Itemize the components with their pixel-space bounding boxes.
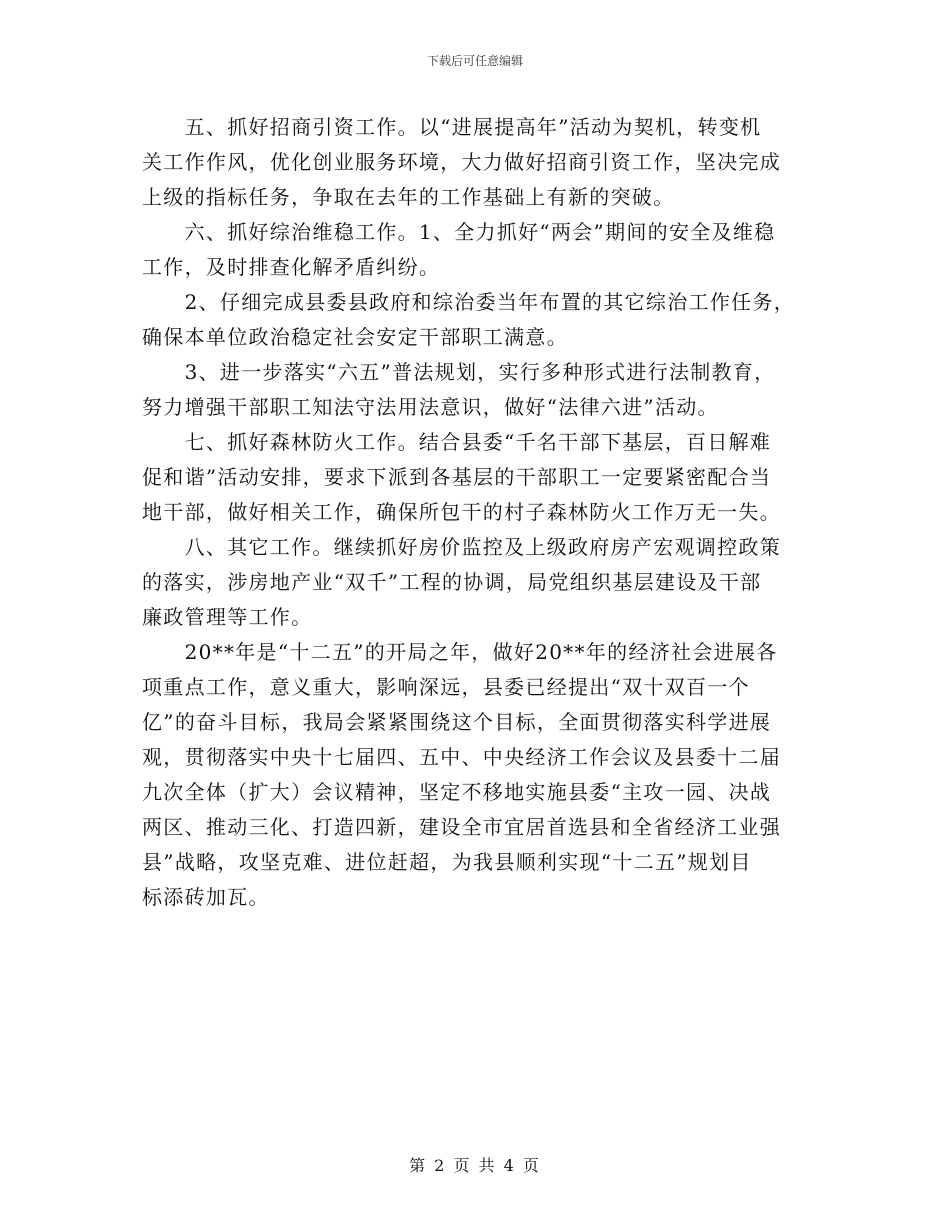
- text-line: 两区、推动三化、打造四新，建设全市宜居首选县和全省经济工业强: [142, 815, 781, 839]
- text-line: 的落实，涉房地产业“双千”工程的协调，局党组织基层建设及干部: [142, 570, 762, 594]
- text-line: 廉政管理等工作。: [142, 605, 313, 629]
- text-line: 项重点工作，意义重大，影响深远，县委已经提出“双十双百一个: [142, 675, 750, 699]
- text-line: 工作，及时排查化解矛盾纠纷。: [142, 255, 441, 279]
- text-line: 亿”的奋斗目标，我局会紧紧围绕这个目标，全面贯彻落实科学进展: [142, 710, 772, 734]
- text-line: 确保本单位政治稳定社会安定干部职工满意。: [142, 325, 568, 349]
- document-body: [142, 110, 810, 915]
- text-line: 上级的指标任务，争取在去年的工作基础上有新的突破。: [142, 185, 675, 209]
- text-line: 县”战略，攻坚克难、进位赶超，为我县顺利实现“十二五”规划目: [142, 850, 752, 874]
- text-line: 关工作作风，优化创业服务环境，大力做好招商引资工作，坚决完成: [142, 150, 781, 174]
- text-line: 五、抓好招商引资工作。以“进展提高年”活动为契机，转变机: [142, 115, 762, 139]
- text-line: 七、抓好森林防火工作。结合县委“千名干部下基层，百日解难: [142, 430, 772, 454]
- text-line: 促和谐”活动安排，要求下派到各基层的干部职工一定要紧密配合当: [142, 465, 772, 489]
- page-footer: 第 2 页 共 4 页: [409, 1156, 541, 1175]
- text-line: 八、其它工作。继续抓好房价监控及上级政府房产宏观调控政策: [142, 535, 781, 559]
- text-line: 3、进一步落实“六五”普法规划，实行多种形式进行法制教育，: [142, 360, 776, 384]
- text-line: 2、仔细完成县委县政府和综治委当年布置的其它综治工作任务，: [142, 290, 796, 314]
- text-line: 六、抓好综治维稳工作。1、全力抓好“两会”期间的安全及维稳: [142, 220, 776, 244]
- page-header: 下载后可任意编辑: [426, 54, 523, 68]
- text-line: 观，贯彻落实中央十七届四、五中、中央经济工作会议及县委十二届: [142, 745, 781, 769]
- text-line: 九次全体（扩大）会议精神，坚定不移地实施县委“主攻一园、决战: [142, 780, 772, 804]
- text-line: 标添砖加瓦。: [142, 885, 270, 909]
- text-line: 努力增强干部职工知法守法用法意识，做好“法律六进”活动。: [142, 395, 719, 419]
- text-line: 20**年是“十二五”的开局之年，做好20**年的经济社会进展各: [142, 640, 778, 664]
- text-line: 地干部，做好相关工作，确保所包干的村子森林防火工作万无一失。: [142, 500, 781, 524]
